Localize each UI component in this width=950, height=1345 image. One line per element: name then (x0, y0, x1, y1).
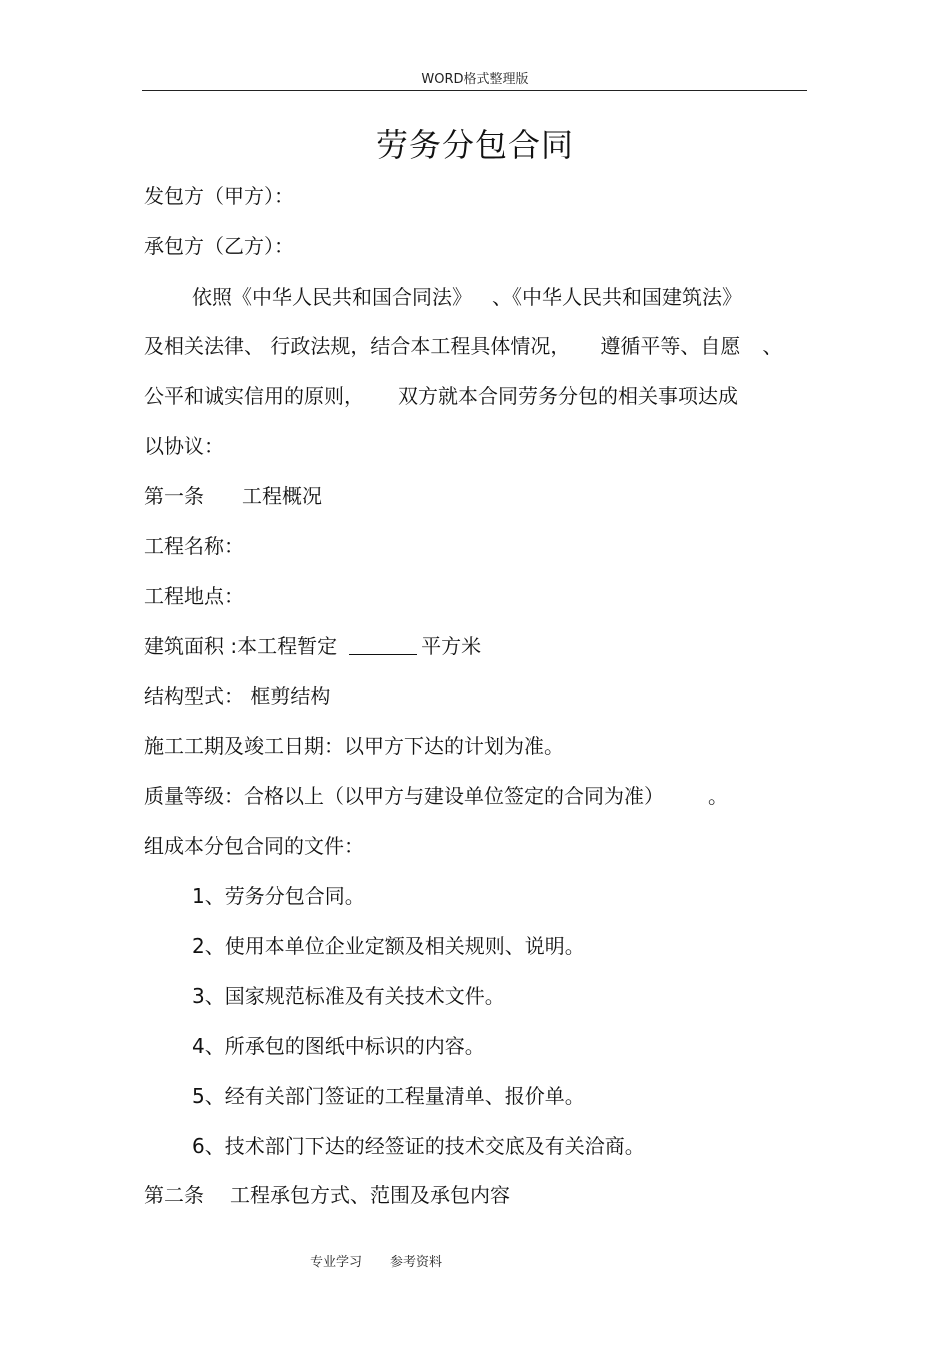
area-line (144, 630, 481, 659)
intro-line-3b: 双方就本合同劳务分包的相关事项达成 (398, 384, 738, 408)
document-list-item: 3、国家规范标准及有关技术文件。 (192, 984, 505, 1008)
article-1-title: 工程概况 (242, 484, 322, 508)
structure-line: 结构型式： 框剪结构 (144, 684, 331, 708)
intro-line-3 (144, 380, 738, 409)
document-title: 劳务分包合同 (375, 126, 574, 164)
page-header: WORD格式整理版 (421, 72, 529, 87)
document-list-item: 5、经有关部门签证的工程量清单、报价单。 (192, 1084, 585, 1108)
documents-heading: 组成本分包合同的文件： (144, 834, 364, 858)
page-footer (310, 1251, 442, 1270)
intro-line-2a: 及相关法律、 行政法规，结合本工程具体情况， (144, 334, 571, 358)
article-1-heading (144, 480, 322, 509)
intro-line-4: 以协议： (144, 434, 224, 458)
area-label: 建筑面积 :本工程暂定 (144, 634, 338, 658)
intro-line-1b: 、《中华人民共和国建筑法》 (492, 285, 742, 309)
footer-right: 参考资料 (390, 1255, 443, 1270)
article-2-heading (144, 1179, 510, 1208)
intro-line-2 (144, 330, 782, 359)
document-list-item: 6、技术部门下达的经签证的技术交底及有关洽商。 (192, 1134, 645, 1158)
quality-end-mark: 。 (708, 784, 728, 808)
party-b-line: 承包方（乙方）： (144, 234, 294, 258)
schedule-line: 施工工期及竣工日期：以甲方下达的计划为准。 (144, 734, 564, 758)
document-list-item: 2、使用本单位企业定额及相关规则、说明。 (192, 934, 585, 958)
article-1-number: 第一条 (144, 484, 204, 508)
header-rule (142, 90, 807, 91)
intro-line-2c: 、 (762, 334, 783, 358)
area-blank-field (349, 636, 417, 655)
party-a-line: 发包方（甲方）： (144, 184, 294, 208)
project-location-line: 工程地点： (144, 584, 244, 608)
quality-text: 质量等级：合格以上（以甲方与建设单位签定的合同为准） (144, 784, 664, 808)
article-2-title: 工程承包方式、范围及承包内容 (230, 1183, 510, 1207)
article-2-number: 第二条 (144, 1183, 204, 1207)
quality-line (144, 780, 728, 809)
footer-left: 专业学习 (310, 1255, 363, 1270)
document-list-item: 1、劳务分包合同。 (192, 884, 365, 908)
intro-line-1 (192, 281, 742, 310)
document-list-item: 4、所承包的图纸中标识的内容。 (192, 1034, 485, 1058)
intro-line-3a: 公平和诚实信用的原则， (144, 384, 364, 408)
intro-line-2b: 遵循平等、自愿 (600, 334, 741, 358)
intro-line-1a: 依照《中华人民共和国合同法》 (192, 285, 472, 309)
project-name-line: 工程名称： (144, 534, 244, 558)
area-unit: 平方米 (421, 634, 482, 658)
